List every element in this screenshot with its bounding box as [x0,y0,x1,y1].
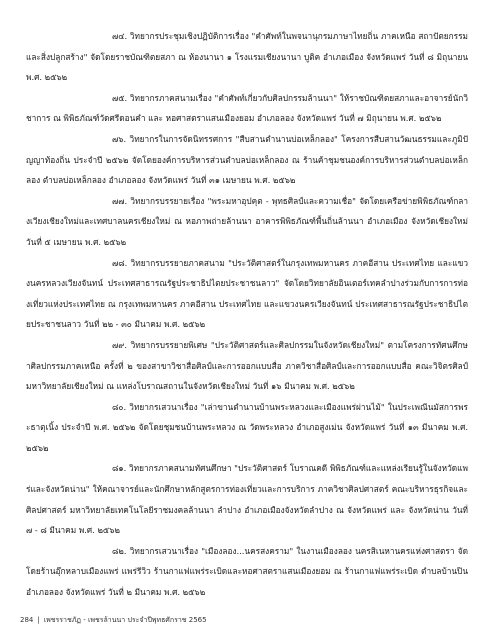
page-number: 284 [20,616,34,624]
list-item: ๗๙. วิทยากรบรรยายพิเศษ "ประวัติศาสตร์และศิลปกรรมในจังหวัดเชียงใหม่" ตามโครงการทัศนศึกษาศิลปกรรมภาคเหนือ ครั้งที่ ๒ ของสาขาวิชาสื่อศิลป์และการออกแบบสื่อ ภาควิชาสื่อศิลป์และการออกแบบสื่อ คณะวิจิตรศิลป์ มหาวิทยาลัยเชียงใหม่ ณ แหล่งโบราณสถานในจังหวัดเชียงใหม่ วันที่ ๑๖ มีนาคม พ.ศ. ๒๕๖๒ [26,339,468,392]
list-item: ๘๑. วิทยากรภาคสนามทัศนศึกษา "ประวัติศาสตร์ โบราณคดี พิพิธภัณฑ์และแหล่งเรียนรู้ในจังหวัดแพร่และจังหวัดน่าน" ให้คณาจารย์และนักศึกษาหลักสูตรการท่องเที่ยวและการบริการ ภาควิชาศิลปศาสตร์ คณะบริหารธุรกิจและศิลปศาสตร์ มหาวิทยาลัยเทคโนโลยีราชมงคลล้านนา ลำปาง อำเภอเมืองจังหวัดลำปาง ณ จังหวัดแพร่ และ จังหวัดน่าน วันที่ ๗ - ๘ มีนาคม พ.ศ. ๒๕๖๒ [26,463,468,536]
footer-separator: | [37,616,40,624]
list-item: ๗๖. วิทยากรในการจัดนิทรรศการ "สืบสานตำนานบ่อเหล็กลอง" โครงการสืบสานวัฒนธรรมและภูมิปัญญาท้องถิ่น ประจำปี ๒๕๖๒ จัดโดยองค์การบริหารส่วนตำบลบ่อเหล็กลอง ณ ร้านค้าชุมชนองค์การบริหารส่วนตำบลบ่อเหล็กลอง ตำบลบ่อเหล็กลอง อำเภอลอง จังหวัดแพร่ วันที่ ๓๑ เมษายน พ.ศ. ๒๕๖๒ [26,133,468,186]
publication-title: เพชรราชภัฏ - เพชรล้านนา ประจำปีพุทธศักราช 2565 [43,616,207,624]
list-item: ๗๗. วิทยากรบรรยายเรื่อง "พระมหาอุปคุต - พุทธศิลป์และความเชื่อ" จัดโดยเครือข่ายพิพิธภัณฑ์กลางเวียงเชียงใหม่และเทศบาลนครเชียงใหม่ ณ หอภาพถ่ายล้านนา อาคารพิพิธภัณฑ์พื้นถิ่นล้านนา อำเภอเมือง จังหวัดเชียงใหม่ วันที่ ๕ เมษายน พ.ศ. ๒๕๖๒ [26,195,468,247]
list-item: ๗๕. วิทยากรภาคสนามเรื่อง "คำศัพท์เกี่ยวกับศิลปกรรมล้านนา" ให้ราชบัณฑิตยสภาและอาจารย์นักวิชาการ ณ พิพิธภัณฑ์วัดศรีดอนคำ และ หอศาสตราแสนเมืองยอม อำเภอลอง จังหวัดแพร่ วันที่ ๗ มิถุนายน พ.ศ. ๒๕๖๒ [26,92,468,124]
list-item: ๗๔. วิทยากรประชุมเชิงปฏิบัติการเรื่อง "คำศัพท์ในพจนานุกรมภาษาไทยถิ่น ภาคเหนือ สถาปัตยกรรมและสิ่งปลูกสร้าง" จัดโดยราชบัณฑิตยสภา ณ ห้องนานา ๑ โรงแรมเชียงนานา บูติค อำเภอเมือง จังหวัดแพร่ วันที่ ๘ มิถุนายน พ.ศ. ๒๕๖๒ [26,31,468,83]
list-item: ๘๐. วิทยากรเสวนาเรื่อง "เล่าขานตำนานบ้านพระหลวงและเมืองแพร่ผ่านไม้" ในประเพณีนมัสการพระธาตุเนิ้ง ประจำปี พ.ศ. ๒๕๖๒ จัดโดยชุมชนบ้านพระหลวง ณ วัดพระหลวง อำเภอสูงเม่น จังหวัดแพร่ วันที่ ๑๓ มีนาคม พ.ศ. ๒๕๖๒ [26,401,468,453]
entry-list [26,26,468,603]
list-item: ๘๒. วิทยากรเสวนาเรื่อง "เมืองลอง...นครสงคราม" ในงานเมืองลอง นครสิเนหานครแห่งศาสตรา จัดโดยร้านอุ๊กหลาบเมืองแพร่ แพร่รีวิว ร้านกาแฟแพร่ระเบิดและหอศาสตราแสนเมืองยอม ณ ร้านกาแฟแพร่ระเบิด ตำบลบ้านปิน อำเภอลอง จังหวัดแพร่ วันที่ ๒ มีนาคม พ.ศ. ๒๕๖๒ [26,545,468,598]
list-item: ๗๘. วิทยากรบรรยายภาคสนาม "ประวัติศาสตร์ในกรุงเทพมหานคร ภาคอีสาน ประเทศไทย และแขวงนครหลวงเวียงจันทน์ ประเทศสาธารณรัฐประชาธิปไตยประชาชนลาว" จัดโดยวิทยาลัยอินเตอร์เทคลำปางร่วมกับการการท่องเที่ยวแห่งประเทศไทย ณ กรุงเทพมหานคร ภาคอีสาน ประเทศไทย และแขวงนครเวียงจันทน์ ประเทศสาธารณรัฐประชาธิปไตยประชาชนลาว วันที่ ๒๒ - ๓๐ มีนาคม พ.ศ. ๒๕๖๒ [26,257,468,330]
page-footer [20,615,207,626]
